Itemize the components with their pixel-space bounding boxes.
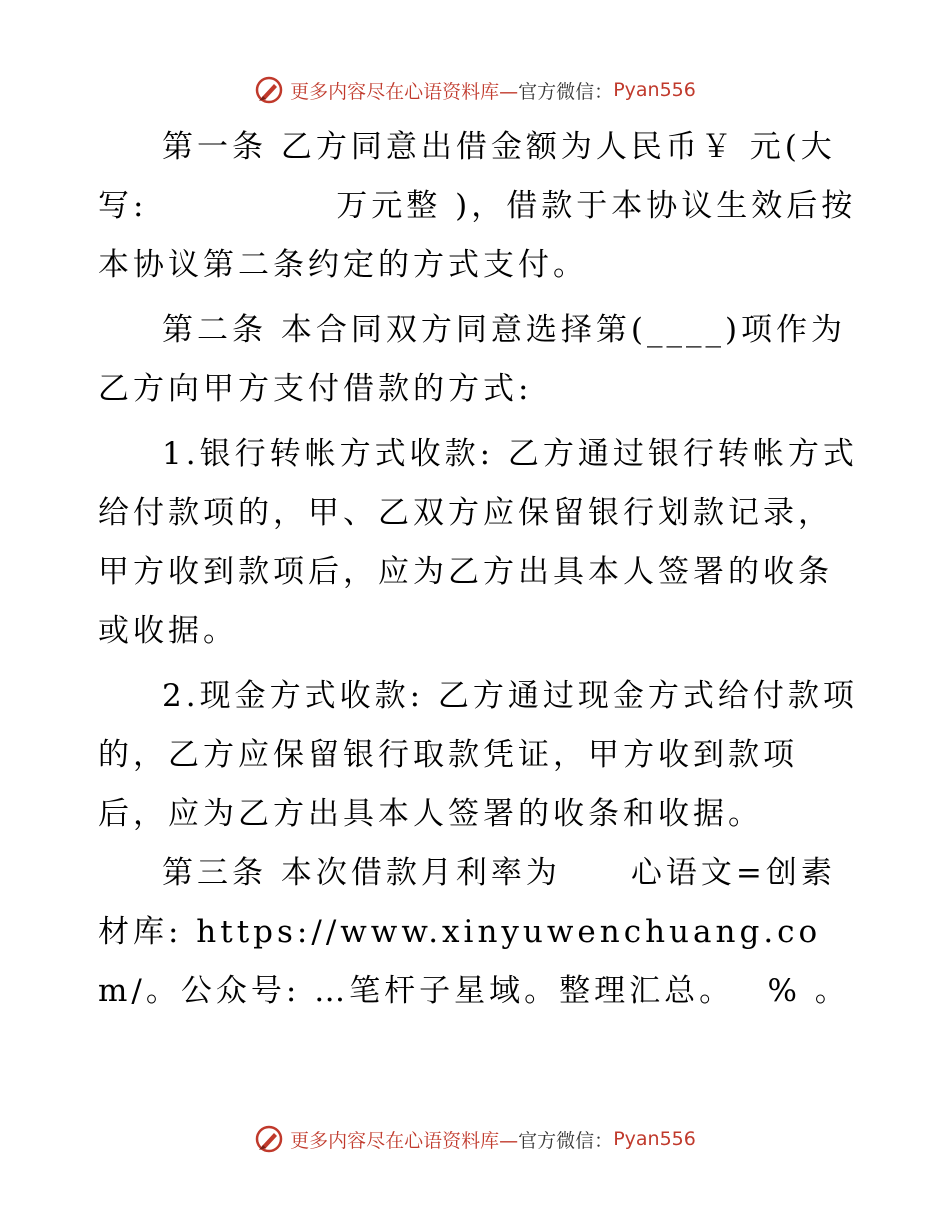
paragraph-article-2: 第二条 本合同双方同意选择第(____)项作为乙方向甲方支付借款的方式: (98, 312, 847, 407)
pen-logo-icon (254, 75, 284, 105)
paragraph-article-1: 第一条 乙方同意出借金额为人民币￥ 元(大写: 万元整 )，借款于本协议生效后按本协议第二条约定的方式支付。 (98, 129, 857, 283)
paragraph-cash-payment: 2.现金方式收款: 乙方通过现金方式给付款项的，乙方应保留银行取款凭证，甲方收到款项后，应为乙方出具本人签署的收条和收据。 (98, 678, 858, 832)
document-body (98, 118, 858, 1027)
paragraph-bank-transfer: 1.银行转帐方式收款: 乙方通过银行转帐方式给付款项的，甲、乙双方应保留银行划款记录，甲方收到款项后，应为乙方出具本人签署的收条或收据。 (98, 436, 858, 649)
banner-wechat-id: Pyan556 (613, 79, 696, 101)
paragraph-article-3: 第三条 本次借款月利率为 心语文=创素材库: https://www.xinyuwenchuang.com/。公众号: …笔杆子星域。整理汇总。 % 。 (98, 855, 850, 1009)
banner-text: 更多内容尽在心语资料库— (290, 1129, 519, 1152)
footer-watermark-banner (0, 1119, 950, 1159)
header-watermark-banner (0, 70, 950, 110)
banner-wechat-label: 官方微信： (518, 1129, 614, 1152)
banner-wechat-label: 官方微信： (518, 80, 614, 103)
pen-logo-icon (254, 1124, 284, 1154)
banner-text: 更多内容尽在心语资料库— (290, 80, 519, 103)
banner-wechat-id: Pyan556 (613, 1128, 696, 1150)
